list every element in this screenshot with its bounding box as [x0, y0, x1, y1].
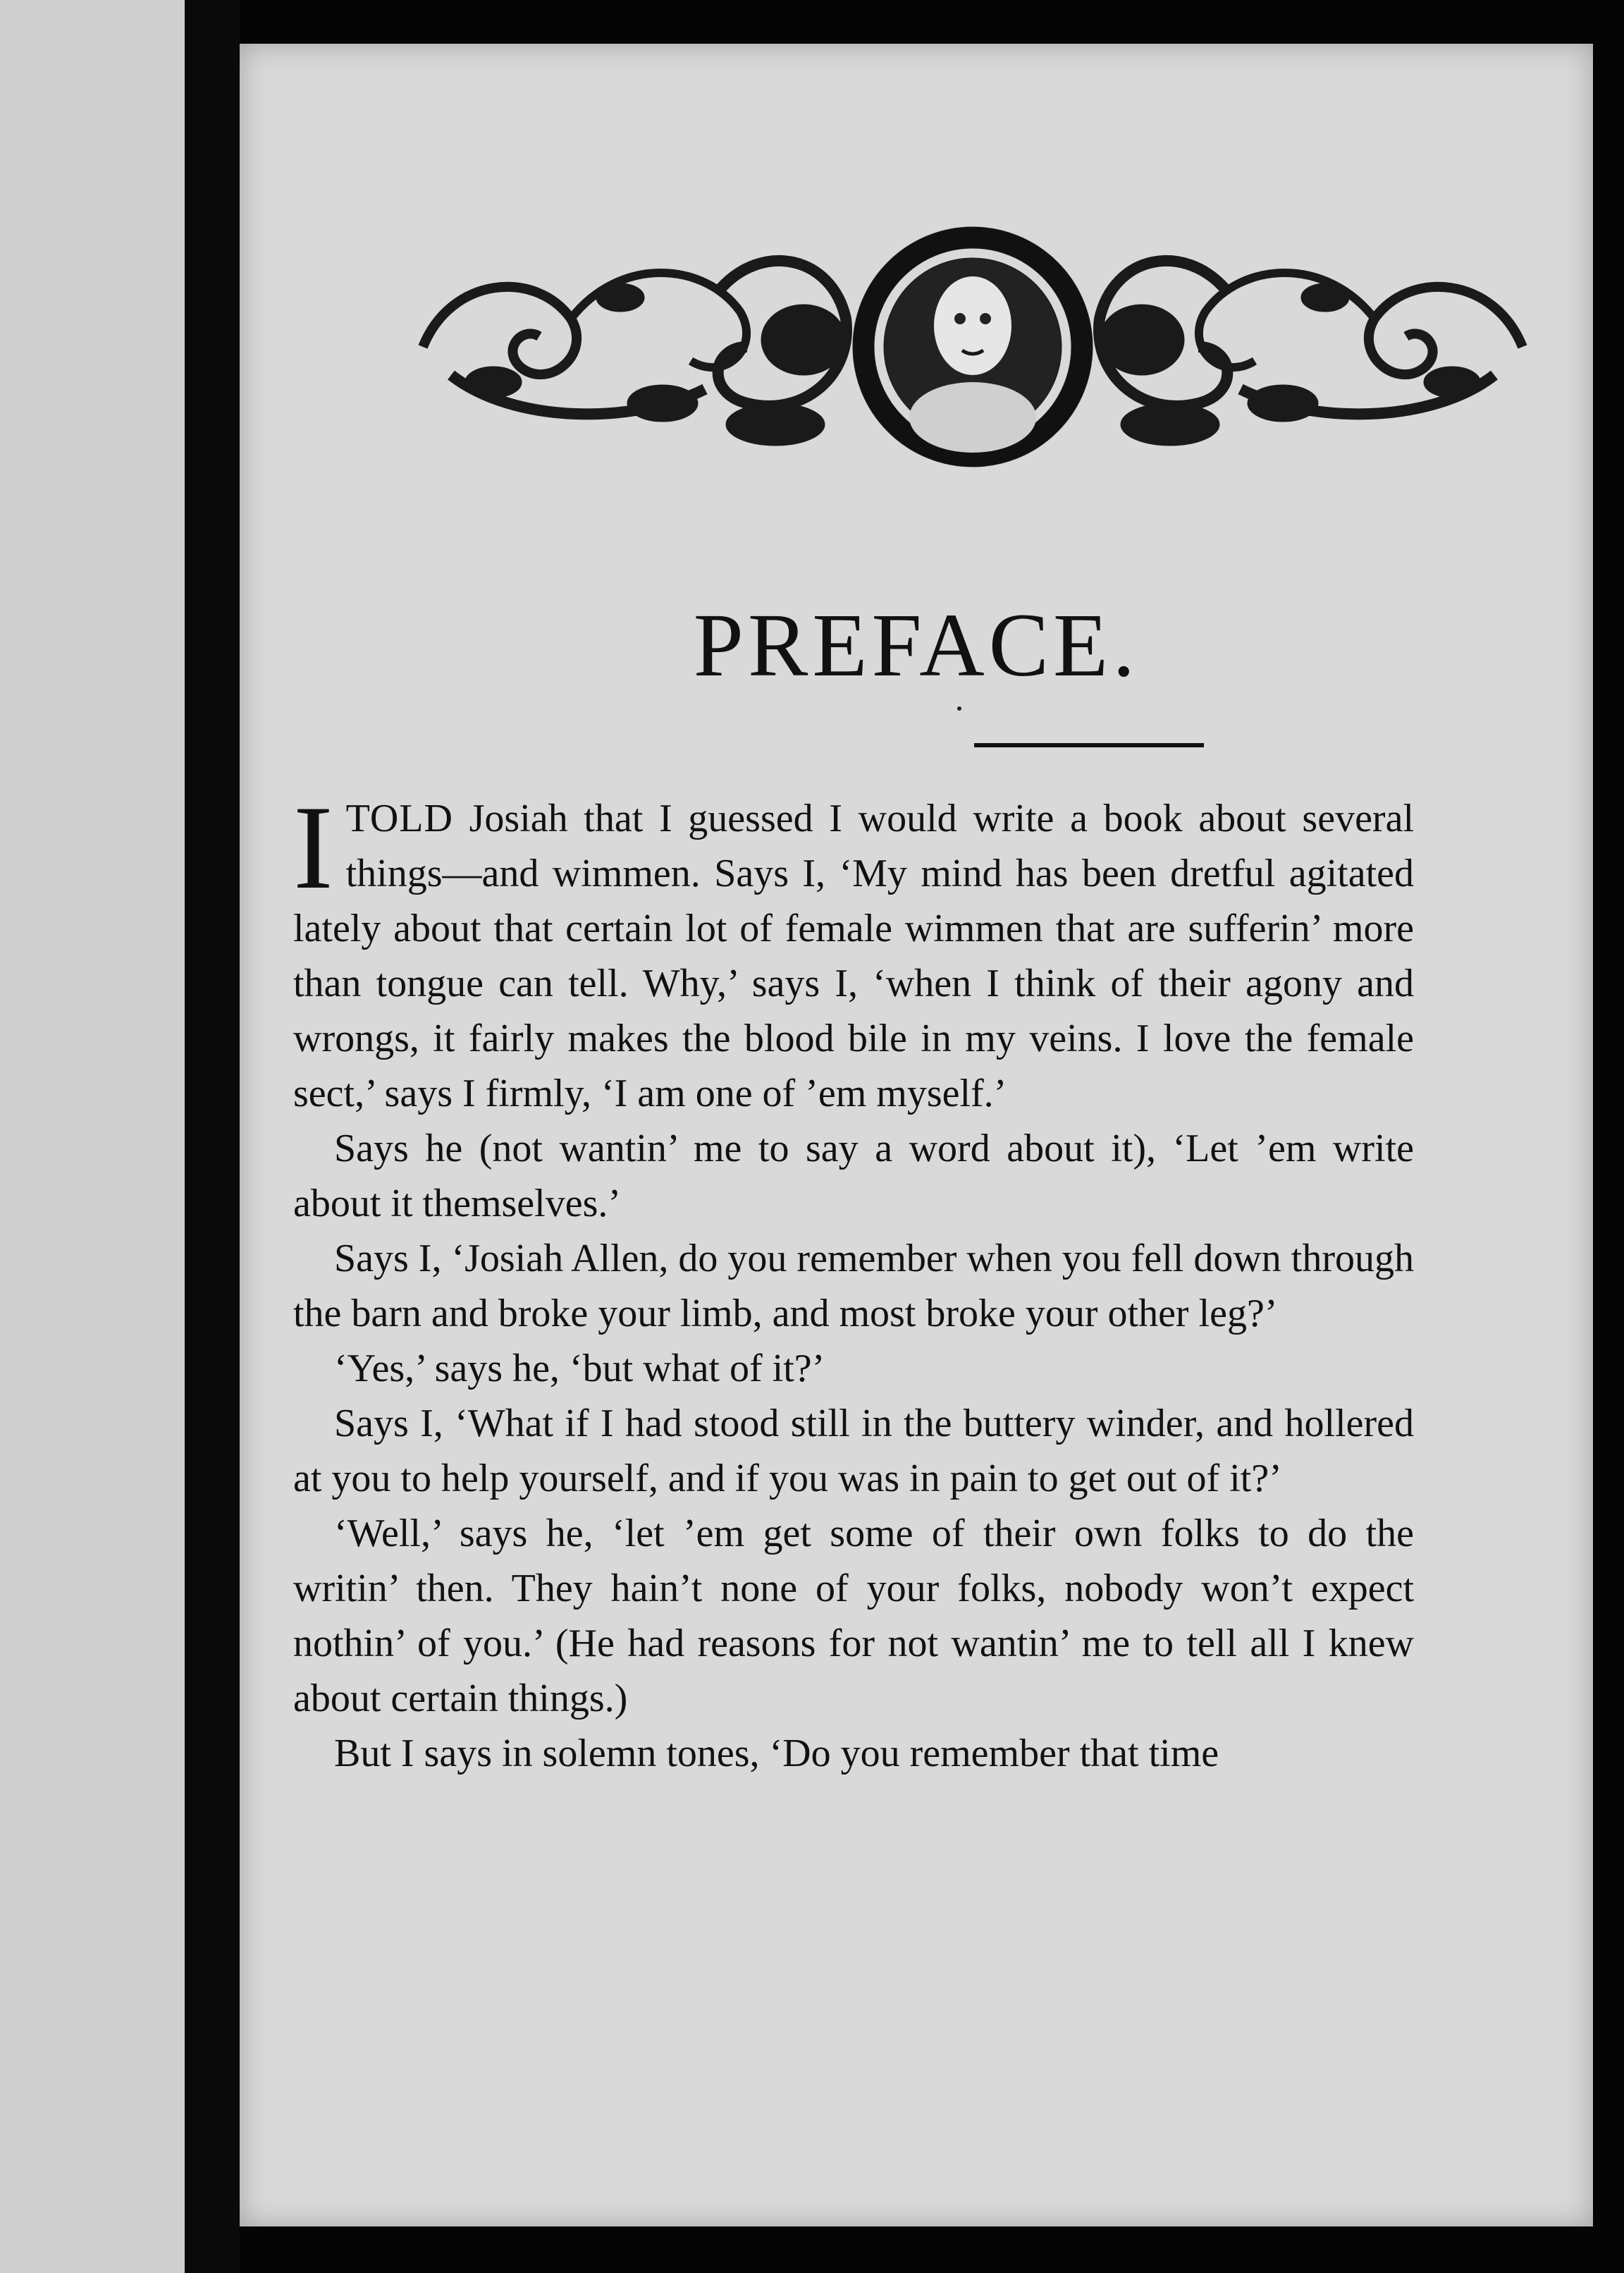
book-spine [185, 0, 240, 2273]
book-page [240, 44, 1593, 2226]
preface-text [293, 781, 1414, 1781]
paragraph-3: Says I, ‘Josiah Allen, do you remember when you fell down through the barn and broke your limb, and most broke your other leg?’ [293, 1237, 1414, 1335]
title-rule [974, 743, 1204, 747]
paragraph-2: Says he (not wantin’ me to say a word about it), ‘Let ’em write about it themselves.’ [293, 1127, 1414, 1225]
paragraph-5: Says I, ‘What if I had stood still in the buttery winder, and hollered at you to help yourself, and if you was in pain to get out of it?’ [293, 1402, 1414, 1500]
page-title: PREFACE. [693, 595, 1140, 695]
paragraph-6: ‘Well,’ says he, ‘let ’em get some of their own folks to do the writin’ then. They hain’t none of your folks, nobody won’t expect nothin’ of you.’ (He had reasons for not wantin’ me to tell all I knew about certain things.) [293, 1512, 1414, 1720]
drop-cap: I [293, 781, 333, 914]
first-words: TOLD [345, 797, 453, 840]
paragraph-1-text: Josiah that I guessed I would write a book about several things—and wimmen. Says I, ‘My mind has been dretful agitated lately about that certain lot of female wimmen that are sufferin’ more than tongue can tell. Why,’ says I, ‘when I think of their agony and wrongs, it fairly makes the blood bile in my veins. I love the female sect,’ says I firmly, ‘I am one of ’em myself.’ [293, 797, 1414, 1115]
left-page-edge [0, 0, 185, 2273]
ornamental-headpiece [409, 213, 1537, 481]
paragraph-7: But I says in solemn tones, ‘Do you remember that time [334, 1732, 1219, 1775]
paragraph-4: ‘Yes,’ says he, ‘but what of it?’ [334, 1347, 825, 1390]
paragraph-1 [293, 781, 1414, 1121]
ink-speck [957, 706, 961, 711]
